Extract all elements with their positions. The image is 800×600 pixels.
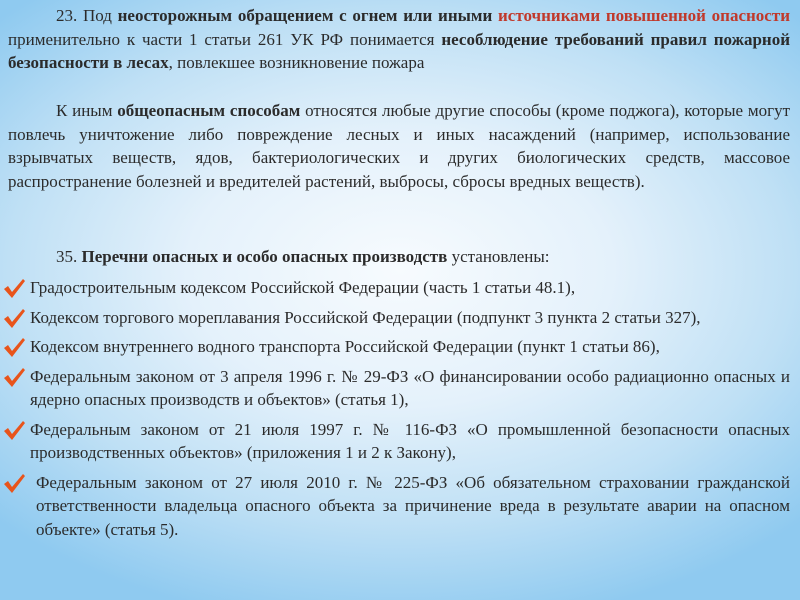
paragraph-23-text-2: , повлекшее возникновение пожара (168, 53, 425, 72)
paragraph-35-bold: Перечни опасных и особо опасных производств (81, 247, 448, 266)
list-item (0, 418, 790, 465)
checkmark-icon (2, 472, 26, 494)
paragraph-23-text-1: применительно к части 1 статьи 261 УК РФ понимается (8, 29, 442, 49)
list-item-text: Градостроительным кодексом Российской Федерации (часть 1 статьи 48.1), (30, 278, 576, 297)
list-item (0, 365, 790, 412)
list-item (0, 276, 790, 300)
list-item-text: Федеральным законом от 27 июля 2010 г. № 225-ФЗ «Об обязательном страховании гражданской ответственности владельца опасного объекта за причинение вреда в результате аварии на опасном объекте» (статья 5). (36, 472, 790, 539)
production-lists (0, 276, 790, 547)
checkmark-icon (2, 366, 26, 388)
list-item (0, 335, 790, 359)
checkmark-icon (2, 277, 26, 299)
paragraph-other-methods (8, 99, 790, 193)
paragraph-35-number: 35. (56, 247, 82, 266)
paragraph-other-text-1: К иным (56, 101, 118, 120)
list-item-text: Федеральным законом от 21 июля 1997 г. № 116-ФЗ «О промышленной безопасности опасных производственных объектов» (приложения 1 и 2 к Закону), (30, 419, 790, 462)
paragraph-other-bold-1: общеопасным способам (117, 101, 301, 120)
checkmark-icon (2, 419, 26, 441)
paragraph-35-text: установлены: (447, 247, 550, 266)
checkmark-icon (2, 336, 26, 358)
list-item (0, 471, 790, 542)
list-item-text: Кодексом внутреннего водного транспорта Российской Федерации (пункт 1 статьи 86), (30, 337, 660, 356)
paragraph-23-red-term: источниками повышенной опасности (498, 6, 790, 25)
paragraph-23-number: 23. Под (56, 6, 118, 25)
paragraph-23 (8, 4, 790, 75)
list-item-text: Кодексом торгового мореплавания Российской Федерации (подпункт 3 пункта 2 статьи 327), (30, 307, 701, 327)
list-item-text: Федеральным законом от 3 апреля 1996 г. № 29-ФЗ «О финансировании особо радиационно опасных и ядерно опасных производств и объектов» (статья 1), (30, 366, 790, 409)
paragraph-23-bold-1: неосторожным обращением с огнем или иными (117, 6, 499, 25)
paragraph-23-bold-2: несоблюдение требований правил пожарной безопасности в лесах (8, 29, 790, 72)
list-item (0, 306, 790, 330)
paragraph-other-text-2: относятся любые другие способы (кроме поджога), которые могут повлечь уничтожение либо повреждение лесных и иных насаждений (например, использование взрывчатых веществ, ядов, бактериологических и других биологических средств, массовое распространение болезней и вредителей растений, выбросы, сбросы вредных веществ). (8, 101, 791, 191)
checkmark-icon (2, 307, 26, 329)
paragraph-35-heading (56, 245, 550, 269)
